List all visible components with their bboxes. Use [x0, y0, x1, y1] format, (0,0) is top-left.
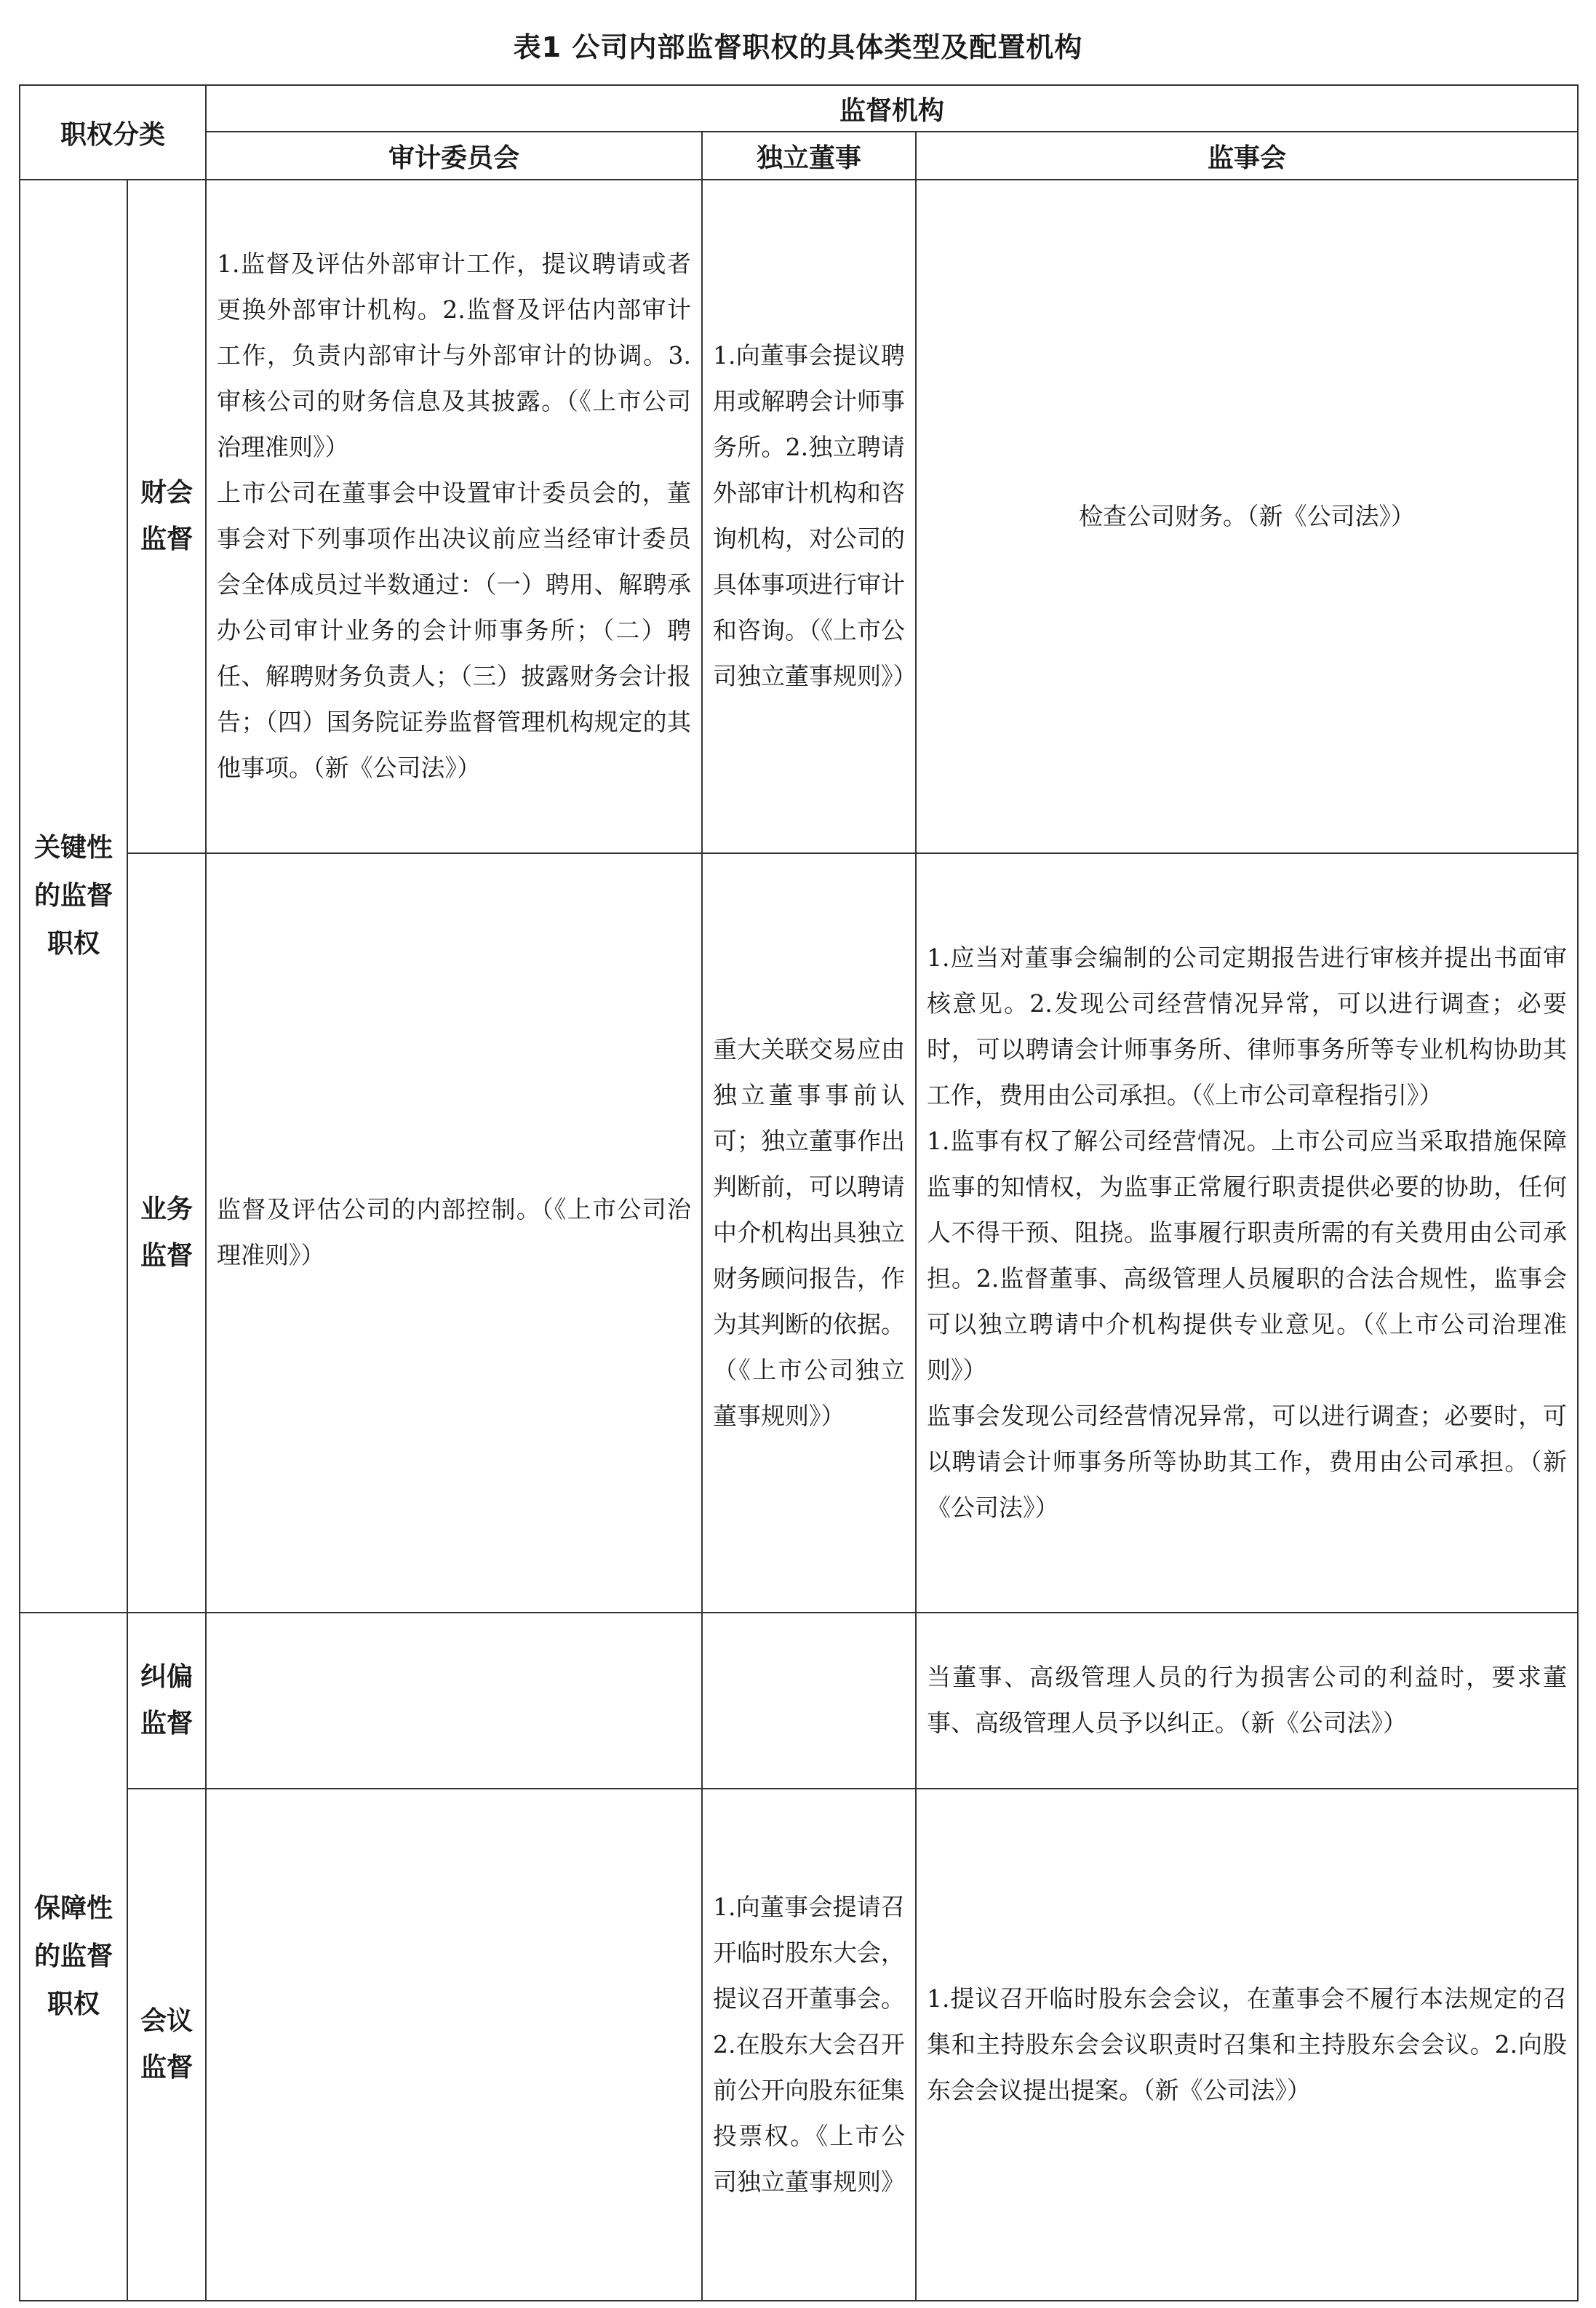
- cell-independent-business: [702, 853, 916, 1613]
- group-label-line: 的监督: [33, 881, 113, 911]
- sub-label-line: 监督: [140, 524, 193, 554]
- sub-label-financial: [127, 180, 206, 853]
- supervision-table: [19, 84, 1579, 2301]
- sub-label-business: [127, 853, 206, 1613]
- sub-label-line: 监督: [140, 1709, 193, 1738]
- cell-paragraph: 监事会发现公司经营情况异常，可以进行调查；必要时，可以聘请会计师事务所等协助其工作，费用由公司承担。（新《公司法》）: [927, 1401, 1568, 1522]
- header-category: 职权分类: [20, 85, 206, 180]
- sub-label-line: 业务: [140, 1194, 193, 1224]
- cell-paragraph: 1.向董事会提请召开临时股东大会，提议召开董事会。2.在股东大会召开前公开向股东征集投票权。《上市公司独立董事规则》: [713, 1892, 906, 2196]
- cell-independent-correction: [702, 1613, 916, 1789]
- cell-paragraph: 1.提议召开临时股东会会议，在董事会不履行本法规定的召集和主持股东会会议职责时召集和主持股东会会议。2.向股东会会议提出提案。（新《公司法》）: [927, 1984, 1568, 2104]
- cell-supervisory-correction: [916, 1613, 1578, 1789]
- cell-supervisory-meeting: [916, 1789, 1578, 2301]
- sub-label-line: 财会: [140, 478, 193, 508]
- cell-audit-financial: [206, 180, 702, 853]
- sub-label-correction: [127, 1613, 206, 1789]
- sub-label-meeting: [127, 1789, 206, 2301]
- sub-label-line: 监督: [140, 1241, 193, 1271]
- group-label-line: 职权: [47, 929, 100, 959]
- cell-audit-correction: [206, 1613, 702, 1789]
- sub-label-line: 会议: [140, 2006, 193, 2036]
- cell-supervisory-business: [916, 853, 1578, 1613]
- cell-paragraph: 当董事、高级管理人员的行为损害公司的利益时，要求董事、高级管理人员予以纠正。（新《公司法》）: [927, 1663, 1568, 1737]
- cell-independent-financial: [702, 180, 916, 853]
- cell-paragraph: 上市公司在董事会中设置审计委员会的，董事会对下列事项作出决议前应当经审计委员会全体成员过半数通过：（一）聘用、解聘承办公司审计业务的会计师事务所；（二）聘任、解聘财务负责人；（三）披露财务会计报告；（四）国务院证券监督管理机构规定的其他事项。（新《公司法》）: [217, 479, 692, 782]
- sub-label-line: 监督: [140, 2053, 193, 2083]
- group-label-line: 保障性: [33, 1893, 113, 1923]
- cell-independent-meeting: [702, 1789, 916, 2301]
- cell-paragraph: 1.应当对董事会编制的公司定期报告进行审核并提出书面审核意见。2.发现公司经营情况异常，可以进行调查；必要时，可以聘请会计师事务所、律师事务所等专业机构协助其工作，费用由公司承担。（《上市公司章程指引》）: [927, 943, 1568, 1109]
- cell-paragraph: 检查公司财务。（新《公司法》）: [1079, 501, 1416, 530]
- group-label-line: 职权: [47, 1989, 100, 2019]
- cell-paragraph: 1.监事有权了解公司经营情况。上市公司应当采取措施保障监事的知情权，为监事正常履行职责提供必要的协助，任何人不得干预、阻挠。监事履行职责所需的有关费用由公司承担。2.监督董事、高级管理人员履职的合法合规性，监事会可以独立聘请中介机构提供专业意见。（《上市公司治理准则》）: [927, 1126, 1568, 1384]
- group-label-safeguard: [20, 1613, 127, 2301]
- row-correction-supervision: [20, 1613, 1578, 1789]
- cell-paragraph: 监督及评估公司的内部控制。（《上市公司治理准则》）: [217, 1195, 692, 1269]
- table-title: 表1 公司内部监督职权的具体类型及配置机构: [513, 31, 1083, 63]
- header-audit-committee: 审计委员会: [206, 132, 702, 180]
- cell-paragraph: 1.监督及评估外部审计工作，提议聘请或者更换外部审计机构。2.监督及评估内部审计工作，负责内部审计与外部审计的协调。3.审核公司的财务信息及其披露。（《上市公司治理准则》）: [217, 249, 692, 461]
- header-agency-group: 监督机构: [206, 85, 1578, 132]
- header-row-2: [20, 132, 1578, 180]
- cell-audit-business: [206, 853, 702, 1613]
- header-supervisory-board: 监事会: [916, 132, 1578, 180]
- header-independent-director: 独立董事: [702, 132, 916, 180]
- row-meeting-supervision: [20, 1789, 1578, 2301]
- cell-paragraph: 重大关联交易应由独立董事事前认可；独立董事作出判断前，可以聘请中介机构出具独立财务顾问报告，作为其判断的依据。（《上市公司独立董事规则》）: [713, 1034, 906, 1430]
- row-business-supervision: [20, 853, 1578, 1613]
- group-label-line: 的监督: [33, 1941, 113, 1971]
- row-financial-supervision: [20, 180, 1578, 853]
- cell-audit-meeting: [206, 1789, 702, 2301]
- header-row-1: [20, 85, 1578, 132]
- sub-label-line: 纠偏: [140, 1662, 193, 1692]
- cell-supervisory-financial: [916, 180, 1578, 853]
- group-label-line: 关键性: [33, 833, 113, 863]
- cell-paragraph: 1.向董事会提议聘用或解聘会计师事务所。2.独立聘请外部审计机构和咨询机构，对公司的具体事项进行审计和咨询。（《上市公司独立董事规则》）: [713, 341, 917, 690]
- group-label-key: [20, 180, 127, 1613]
